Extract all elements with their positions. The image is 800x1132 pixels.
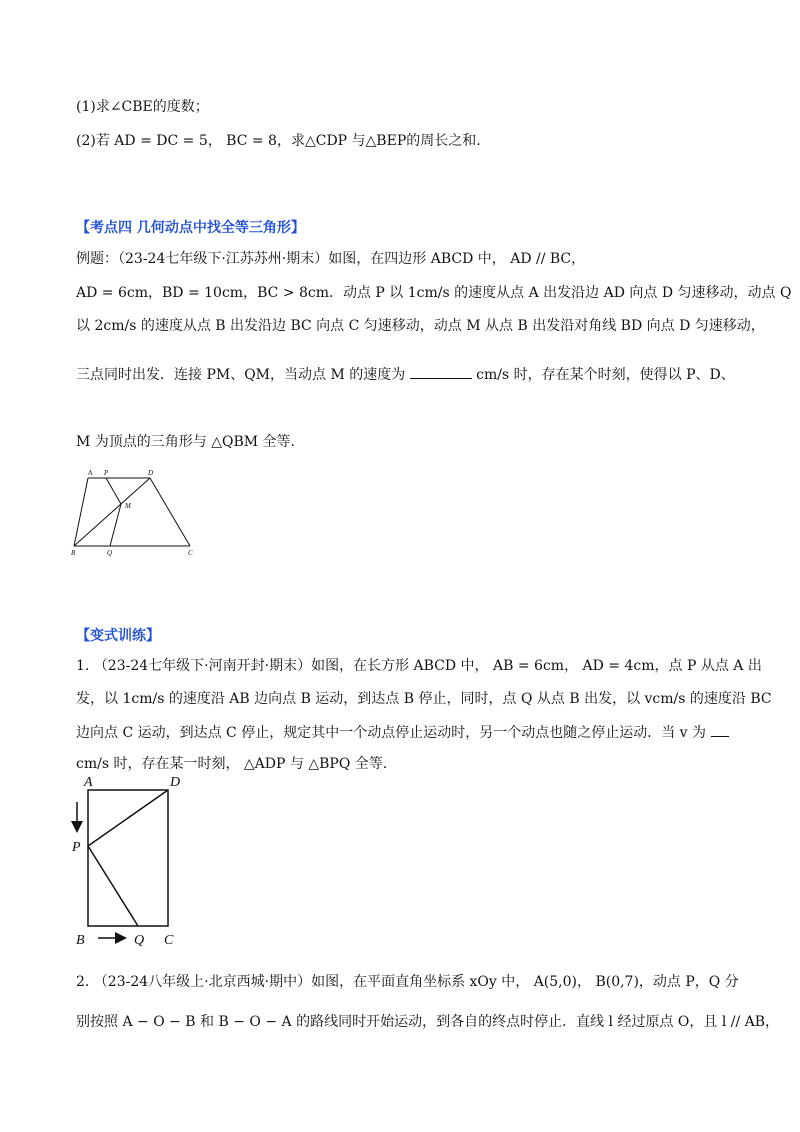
fig1-label-C: C [188,549,193,557]
example-line-3: 以 2cm/s 的速度从点 B 出发沿边 BC 向点 C 匀速移动，动点 M 从点 B 出发沿对角线 BD 向点 D 匀速移动， [76,318,765,334]
section-heading: 【考点四 几何动点中找全等三角形】 [76,220,305,236]
variant-heading: 【变式训练】 [76,628,160,644]
fig1-label-Q: Q [107,549,113,557]
problem-1-line-1: 1. （23-24七年级下·河南开封·期末）如图，在长方形 ABCD 中， AB = 6cm， AD = 4cm，点 P 从点 A 出 [76,658,762,674]
fig2-label-D: D [170,775,181,790]
example-line-5: M 为顶点的三角形与 △QBM 全等. [76,434,296,450]
problem-2-line-2: 别按照 A − O − B 和 B − O − A 的路线同时开始运动，到各自的终点时停止．直线 l 经过原点 O，且 l // AB， [76,1014,780,1030]
example-line-1: 例题：（23-24七年级下·江苏苏州·期末）如图，在四边形 ABCD 中， AD // BC， [76,251,586,267]
example-line-4 [76,365,735,385]
fig2-label-A: A [84,775,93,790]
rectangle-figure [66,774,196,950]
fig1-label-M: M [125,502,131,510]
problem-1-line-3-text: 边向点 C 运动，到达点 C 停止，规定其中一个动点停止运动时，另一个动点也随之停止运动．当 v 为 [76,725,707,741]
fig2-label-C: C [164,933,174,948]
problem-1-line-3 [76,723,730,743]
problem-2-line-1: 2. （23-24八年级上·北京西城·期中）如图，在平面直角坐标系 xOy 中， A(5,0)， B(0,7)，动点 P，Q 分 [76,974,739,990]
question-2: (2)若 AD = DC = 5， BC = 8，求△CDP 与△BEP的周长之和. [76,133,481,149]
answer-blank [410,378,472,379]
fig1-label-D: D [148,469,154,477]
fig2-label-B: B [76,933,85,948]
problem-1-line-4: cm/s 时，存在某一时刻， △ADP 与 △BPQ 全等. [76,756,388,772]
example-line-2: AD = 6cm，BD = 10cm，BC > 8cm．动点 P 以 1cm/s 的速度从点 A 出发沿边 AD 向点 D 匀速移动，动点 Q [76,285,792,301]
example-line-4-end: cm/s 时，存在某个时刻，使得以 P、D、 [476,367,735,383]
fig2-label-P: P [72,840,81,855]
trapezoid-figure [66,466,200,558]
answer-blank-2 [711,736,729,737]
fig2-label-Q: Q [134,933,145,948]
problem-1-line-2: 发，以 1cm/s 的速度沿 AB 边向点 B 运动，到达点 B 停止，同时，点 Q 从点 B 出发，以 vcm/s 的速度沿 BC [76,691,772,707]
example-line-4-start: 三点同时出发．连接 PM、QM，当动点 M 的速度为 [76,367,406,383]
fig1-label-P: P [104,469,109,477]
fig1-label-B: B [71,549,76,557]
fig1-label-A: A [88,469,93,477]
question-1: (1)求∠CBE的度数； [76,99,209,115]
